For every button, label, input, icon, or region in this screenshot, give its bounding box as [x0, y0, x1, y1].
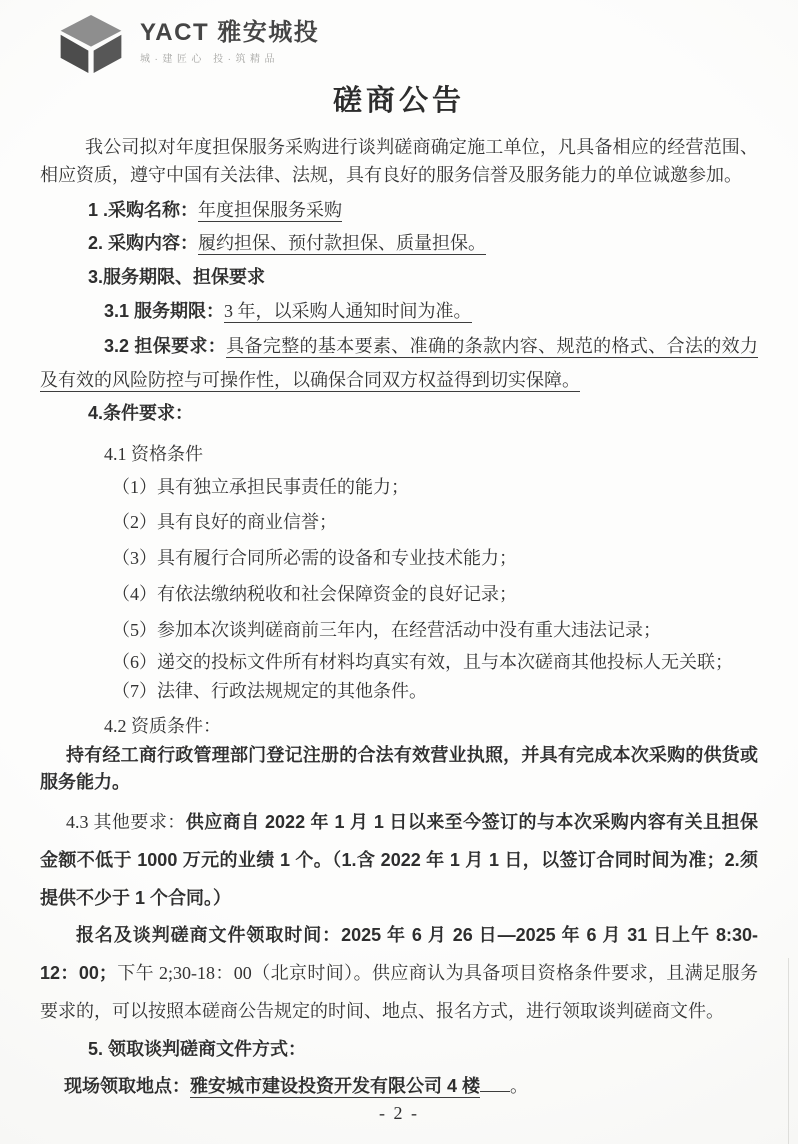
procurement-content-label: 2. 采购内容：	[88, 233, 199, 254]
brand-text-block	[140, 13, 319, 65]
guarantee-requirements-label: 3.2 担保要求：	[104, 336, 227, 357]
guarantee-requirements-value: 具备完整的基本要素、准确的条款内容、规范的格式、合法的效力及有效的风险防控与可操作性，以确保合同双方权益得到切实保障。	[40, 336, 758, 390]
page-title: 磋商公告	[332, 85, 465, 117]
guarantee-requirements-row	[40, 330, 758, 397]
announcement-body	[0, 133, 798, 1101]
procurement-name-label: 1 .采购名称：	[88, 200, 199, 221]
qualification-condition-2: （2）具有良好的商业信誉；	[112, 512, 337, 533]
brand-tagline: 城·建匠心 投·筑精品	[140, 54, 279, 66]
service-period-label: 3.1 服务期限：	[104, 300, 225, 321]
pickup-location-period: 。	[510, 1075, 529, 1096]
registration-paragraph	[40, 917, 758, 1030]
section5-heading: 5. 领取谈判磋商文件方式：	[88, 1038, 307, 1059]
registration-details: 下午 2;30-18：00（北京时间）。供应商认为具备项目资格条件要求，且满足服务要求的，可以按照本磋商公告规定的时间、地点、报名方式，进行领取谈判磋商文件。	[40, 963, 759, 1022]
credentials-paragraph: 持有经工商行政管理部门登记注册的合法有效营业执照，并具有完成本次采购的供货或服务能力。	[40, 745, 758, 793]
brand-name: YACT 雅安城投	[140, 19, 320, 46]
procurement-content-row	[88, 229, 758, 258]
scan-artifact-line	[788, 958, 789, 1144]
pickup-location-value: 雅安城市建设投资开发有限公司 4 楼	[190, 1075, 481, 1096]
service-period-value: 3 年，以采购人通知时间为准。	[224, 300, 472, 321]
section3-heading: 3.服务期限、担保要求	[88, 266, 266, 287]
company-logo	[0, 0, 798, 75]
other-requirements-paragraph	[40, 804, 758, 917]
other-requirements-text: 供应商自 2022 年 1 月 1 日以来至今签订的与本次采购内容有关且担保金额不低于 1000 万元的业绩 1 个。（1.含 2022 年 1 月 1 日，以签订合同时间为准；2.须提供不少于 1 个合同。）	[40, 812, 758, 908]
qualification-condition-7: （7）法律、行政法规规定的其他条件。	[112, 681, 427, 702]
pickup-location-label: 现场领取地点：	[64, 1075, 190, 1096]
procurement-name-value: 年度担保服务采购	[198, 200, 343, 221]
page-number: - 2 -	[379, 1103, 419, 1123]
credentials-heading: 4.2 资质条件：	[104, 716, 221, 737]
service-period-row	[104, 297, 758, 326]
qualification-heading: 4.1 资格条件	[104, 443, 203, 464]
intro-paragraph: 我公司拟对年度担保服务采购进行谈判磋商确定施工单位，凡具备相应的经营范围、相应资质，遵守中国有关法律、法规，具有良好的服务信誉及服务能力的单位诚邀参加。	[40, 136, 758, 186]
procurement-name-row	[88, 196, 758, 225]
other-requirements-label: 4.3 其他要求：	[66, 812, 186, 833]
section4-heading: 4.条件要求：	[88, 403, 194, 424]
blank-underline	[480, 1073, 510, 1092]
procurement-content-value: 履约担保、预付款担保、质量担保。	[198, 233, 487, 254]
pickup-location-row	[64, 1072, 758, 1101]
registration-time: 报名及谈判磋商文件领取时间：2025 年 6 月 26 日—2025 年 6 月 31 日上午 8:30-12：00；	[40, 925, 758, 984]
qualification-condition-1: （1）具有独立承担民事责任的能力；	[112, 476, 409, 497]
qualification-condition-6: （6）递交的投标文件所有材料均真实有效，且与本次磋商其他投标人无关联；	[112, 651, 733, 672]
qualification-condition-5: （5）参加本次谈判磋商前三年内，在经营活动中没有重大违法记录；	[112, 619, 661, 640]
qualification-condition-3: （3）具有履行合同所必需的设备和专业技术能力；	[112, 548, 517, 569]
cube-logo-icon	[58, 13, 124, 75]
qualification-condition-4: （4）有依法缴纳税收和社会保障资金的良好记录；	[112, 584, 517, 605]
